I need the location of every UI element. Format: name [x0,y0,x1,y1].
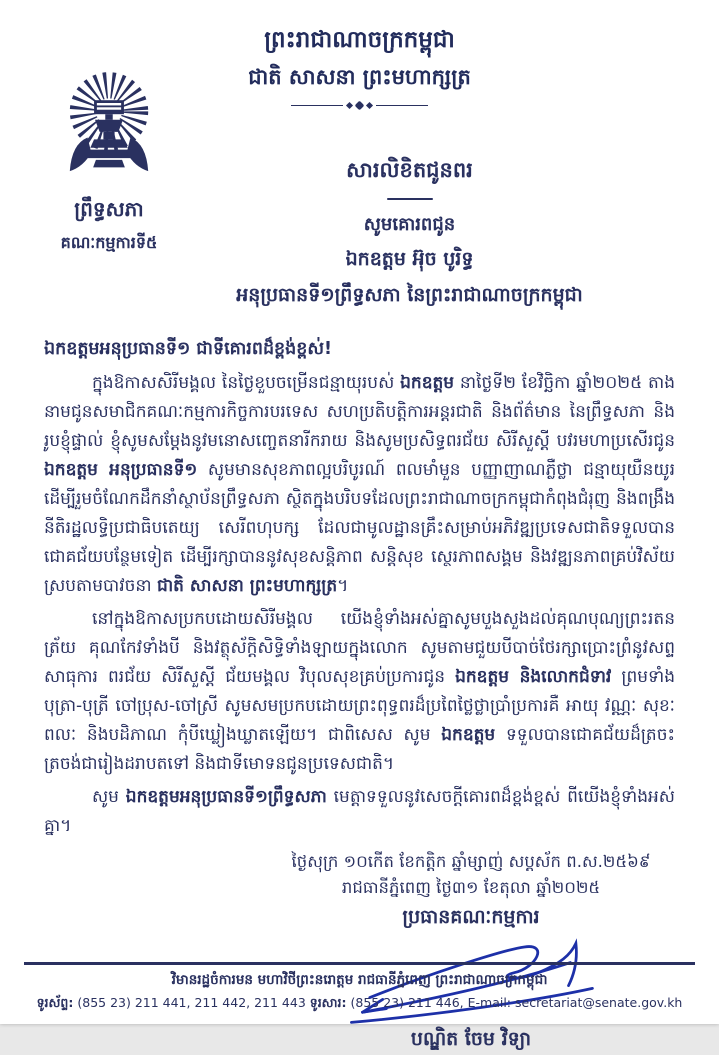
text-run: នាថ្ងៃទី២ ខែវិច្ឆិកា ឆ្នាំ២០២៥ តាងនាមជូនសមាជិកគណៈកម្មការកិច្ចការបរទេស សហប្រតិបត្តិការអន្តរជាតិ និងព័ត៌មាន នៃព្រឹទ្ធសភា និងរូបខ្ញុំផ្ទាល់ ខ្ញុំសូមសម្តែងនូវមនោសញ្ចេតនារីករាយ និងសូមប្រសិទ្ធពរជ័យ សិរីសួស្តី បវរមហាប្រសើរជូន [44,373,675,451]
text-run: សូម [92,787,126,807]
honorific-bold: ឯកឧត្តម អនុប្រធានទី១ [44,460,198,480]
text-run: ព្រមទាំងបុត្រា-បុត្រី ចៅប្រុស-ចៅស្រី សូមសមប្រកបដោយព្រះពុទ្ធពរដ៏ប្រពៃថ្លៃថ្លាប្រាំប្រការគឺ អាយុ វណ្ណៈ សុខៈ ពលៈ និងបដិភាណ កុំបីឃ្លៀងឃ្លាតឡើយ។ ជាពិសេស សូម [44,667,675,745]
closing-paragraph [44,783,675,841]
footer-contact [24,995,695,1014]
text-run: ក្នុងឱកាសសិរីមង្គល នៃថ្ងៃខួបចម្រើនជន្មាយុរបស់ [92,373,401,393]
ornament-diamond [346,102,353,109]
letter-body [44,369,675,841]
signer-title: ប្រធានគណៈកម្មការ [402,906,540,928]
recipient-title: អនុប្រធានទី១ព្រឹទ្ធសភា នៃព្រះរាជាណាចក្រកម្ពុជា [236,284,583,306]
lunar-date-line: ថ្ងៃសុក្រ ១០កើត ខែកត្តិក ឆ្នាំម្សាញ់ សប្តស័ក ព.ស.២៥៦៩ [291,852,651,871]
senate-label: ព្រឹទ្ធសភា [74,197,144,221]
footer-address: វិមានរដ្ឋចំការមន មហាវិថីព្រះនរោត្តម រាជធានីភ្នំពេញ ព្រះរាជាណាចក្រកម្ពុជា [171,972,548,988]
signature-block [251,849,691,1055]
salute-line: សូមគោរពជូន [363,214,456,235]
senate-emblem-icon [53,70,165,192]
honorific-bold: ឯកឧត្តម [441,725,496,745]
signer-name: បណ្ឌិត ចែម វិទ្យា [410,1028,532,1050]
senate-emblem-block [44,70,174,256]
ornament-rule-right [376,105,428,106]
ornament-rule-left [291,105,343,106]
kingdom-title: ព្រះរាជាណាចក្រកម្ពុជា [264,27,455,53]
paragraph-2 [44,605,675,779]
paragraph-1 [44,369,675,601]
title-divider [387,198,433,200]
honorific-bold: ឯកឧត្តម និងលោកជំទាវ [455,667,612,687]
text-run: មេត្តាទទួលនូវសេចក្តីគោរពដ៏ខ្ពង់ខ្ពស់ ពីយើងខ្ញុំទាំងអស់គ្នា។ [44,787,675,836]
text-run: ។ [337,576,349,596]
ornament-center-mark [355,101,365,111]
fax-label: ទូរសារ: [309,995,347,1010]
phone-label: ទូរស័ព្ទ: [36,995,74,1010]
honorific-bold: ឯកឧត្តម [400,373,455,393]
fax-and-email: (855 23) 211 446, E-mail: secretariat@senate.gov.kh [350,995,683,1010]
phone-numbers: (855 23) 211 441, 211 442, 211 443 [77,995,306,1010]
text-run: សូមមានសុខភាពល្អបរិបូរណ៍ ពលមាំមួន បញ្ញាញាណភ្លឺថ្លា ជន្មាយុយឺនយូរ ដើម្បីរួមចំណែកដឹកនាំស្ថាប័នព្រឹទ្ធសភា ស្ថិតក្នុងបរិបទដែលព្រះរាជាណាចក្រកម្ពុជាកំពុងជំរុញ និងពង្រឹងនីតិរដ្ឋលទ្ធិប្រជាធិបតេយ្យ សេរីពហុបក្ស ដែលជាមូលដ្ឋានគ្រឹះសម្រាប់អភិវឌ្ឍប្រទេសជាតិទទួលបានជោគជ័យបន្ថែមទៀត ដើម្បីរក្សាបាននូវសុខសន្តិភាព សន្តិសុខ ស្ថេរភាពសង្គម និងវឌ្ឍនភាពគ្រប់វិស័យស្របតាមបាវចនា [44,460,675,596]
text-run: ទទួលបានជោគជ័យដ៏ត្រចះត្រចង់ជារៀងដរាបតទៅ និងជាទីមោទនជូនប្រទេសជាតិ។ [44,725,675,774]
recipient-name: ឯកឧត្តម អ៊ុច បូរិទ្ធ [345,248,474,270]
honorific-bold: ឯកឧត្តមអនុប្រធានទី១ព្រឹទ្ធសភា [125,787,327,807]
motto-bold: ជាតិ សាសនា ព្រះមហាក្សត្រ [156,576,338,596]
salutation-line: ឯកឧត្តមអនុប្រធានទី១ ជាទីគោរពដ៏ខ្ពង់ខ្ពស់! [44,339,333,359]
gregorian-date-line: រាជធានីភ្នំពេញ ថ្ងៃ៣១ ខែតុលា ឆ្នាំ២០២៥ [341,878,601,897]
text-run: នៅក្នុងឱកាសប្រកបដោយសិរីមង្គល យើងខ្ញុំទាំងអស់គ្នាសូមបួងសួងដល់គុណបុណ្យព្រះរតនត្រ័យ គុណកែវទាំងបី និងវត្ថុស័ក្តិសិទ្ធិទាំងឡាយក្នុងលោក សូមតាមជួយបីបាច់ថែរក្សាប្រោះព្រំនូវសព្ទសាធុការ ពរជ័យ សិរីសួស្តី ជ័យមង្គល វិបុលសុខគ្រប់ប្រការជូន [44,609,675,687]
national-motto: ជាតិ សាសនា ព្រះមហាក្សត្រ [248,65,471,89]
letterhead-footer [24,962,695,1014]
document-type-title: សារលិខិតជូនពរ [346,158,473,182]
commission-label: គណៈកម្មការទី៥ [60,233,158,252]
ornament-diamond [366,102,373,109]
